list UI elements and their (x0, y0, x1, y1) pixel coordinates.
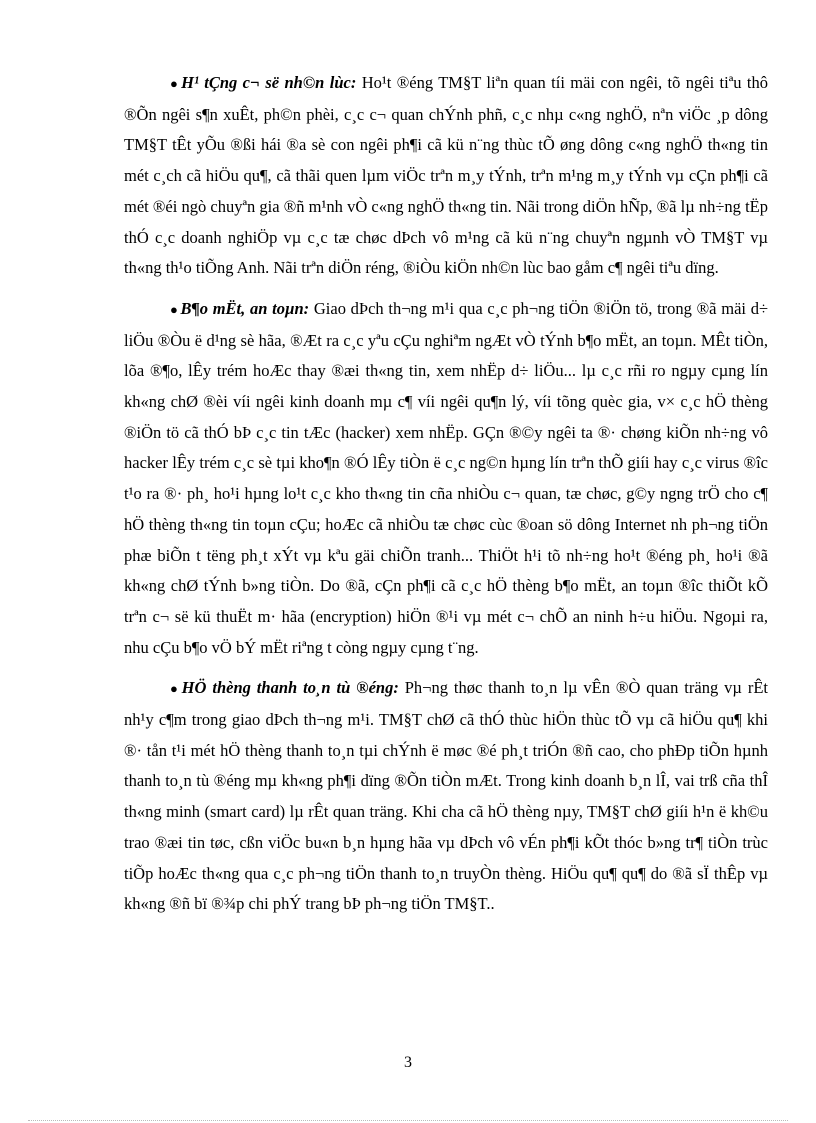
page-number: 3 (404, 1054, 412, 1071)
document-body (124, 68, 768, 930)
paragraph-heading: HÖ thèng thanh to¸n tù ®éng: (181, 678, 399, 698)
page-bottom-divider (28, 1120, 788, 1121)
paragraph-human-resources (124, 68, 768, 284)
bullet-icon: ● (170, 681, 180, 697)
paragraph-heading: H¹ tÇng c¬ së nh©n lùc: (181, 73, 357, 92)
paragraph-payment-system (124, 673, 768, 920)
paragraph-heading: B¶o mËt, an toµn: (180, 298, 310, 318)
bullet-icon: ● (170, 76, 180, 91)
paragraph-text: Giao dÞch th¬ng m¹i qua c¸c ph¬ng tiÖn ®iÖn tö, trong ®ã mäi d÷ liÖu ®Òu ë d¹ng sè hãa, ®Æt ra c¸c yªu cÇu nghiªm ngÆt vÒ tÝnh b¶o mËt, an toµn. MÊt tiÒn, lõa ®¶o, lÊy trém hoÆc thay ®æi th«ng tin, xem nhËp d÷ liÖu... lµ c¸c rñi ro ngµy cµng lín kh«ng chØ ®èi víi ngêi kinh doanh mµ c¶ víi ngêi qu¶n lý, víi tõng quèc gia, v× c¸c hÖ thèng ®iÖn tö cã thÓ bÞ c¸c tin tÆc (hacker) xem nhËp. GÇn ®©y ngêi ta ®· chøng kiÕn nh÷ng vô hacker lÊy trém c¸c sè tµi kho¶n ®Ó lÊy tiÒn ë c¸c ng©n hµng lín trªn thÕ giíi hay c¸c virus ®îc t¹o ra ®· ph¸ ho¹i hµng lo¹t c¸c kho th«ng tin cña nhiÒu c¬ quan, tæ chøc, g©y ngng trÖ cho c¶ hÖ thèng th«ng tin toµn cÇu; hoÆc cã nhiÒu tæ chøc cùc ®oan sö dông Internet nh ph¬ng tiÖn phæ biÕn t tëng ph¸t xÝt vµ kªu gäi chiÕn tranh... ThiÖt h¹i tõ nh÷ng ho¹t ®éng ph¸ ho¹i ®ã kh«ng chØ tÝnh b»ng tiÒn. Do ®ã, cÇn ph¶i cã c¸c hÖ thèng b¶o mËt, an toµn ®îc thiÕt kÕ trªn c¬ së kü thuËt m· hãa (encryption) hiÖn ®¹i vµ mét c¬ chÕ an ninh h÷u hiÖu. Ngoµi ra, nhu cÇu b¶o vÖ bÝ mËt riªng t còng ngµy cµng t¨ng. (124, 298, 769, 657)
bullet-icon: ● (170, 301, 179, 317)
paragraph-text: Ho¹t ®éng TM§T liªn quan tíi mäi con ngêi, tõ ngêi tiªu thô ®Õn ngêi s¶n xuÊt, ph©n phèi, c¸c c¬ quan chÝnh phñ, c¸c nhµ c«ng nghÖ, nªn viÖc ¸p dông TM§T tÊt yÕu ®ßi hái ®a sè con ngêi ph¶i cã kü n¨ng thùc tÕ øng dông c«ng nghÖ th«ng tin mét c¸ch cã hiÖu qu¶, cã thãi quen lµm viÖc trªn m¸y tÝnh, trªn m¹ng m¸y tÝnh vµ cÇn ph¶i cã mét ®éi ngò chuyªn gia ®ñ m¹nh vÒ c«ng nghÖ th«ng tin. Nãi trong diÖn hÑp, ®ã lµ nh÷ng tËp thÓ c¸c doanh nghiÖp vµ c¸c tæ chøc dÞch vô m¹ng cã kü n¨ng chuyªn ngµnh vÒ TM§T vµ th«ng th¹o tiÕng Anh. Nãi trªn diÖn réng, ®iÒu kiÖn nh©n lùc bao gåm c¶ ngêi tiªu dïng. (124, 73, 768, 278)
paragraph-security (124, 294, 768, 663)
paragraph-text: Ph¬ng thøc thanh to¸n lµ vÊn ®Ò quan träng vµ rÊt nh¹y c¶m trong giao dÞch th¬ng m¹i. TM§T chØ cã thÓ thùc hiÖn thùc tÕ vµ cã hiÖu qu¶ khi ®· tån t¹i mét hÖ thèng thanh to¸n tµi chÝnh ë møc ®é ph¸t triÓn ®ñ cao, cho phÐp tiÕn hµnh thanh to¸n tù ®éng mµ kh«ng ph¶i dïng ®Õn tiÒn mÆt. Trong kinh doanh b¸n lÎ, vai trß cña thÎ th«ng minh (smart card) lµ rÊt quan träng. Khi cha cã hÖ thèng nµy, TM§T chØ giíi h¹n ë kh©u trao ®æi tin tøc, cßn viÖc bu«n b¸n hµng hãa vµ dÞch vô vÉn ph¶i kÕt thóc b»ng tr¶ tiÒn trùc tiÕp hoÆc th«ng qua c¸c ph¬ng tiÖn thanh to¸n truyÒn thèng. HiÖu qu¶ qu¶ do ®ã sÏ thÊp vµ kh«ng ®ñ bï ®¾p chi phÝ trang bÞ ph¬ng tiÖn TM§T.. (124, 678, 768, 914)
